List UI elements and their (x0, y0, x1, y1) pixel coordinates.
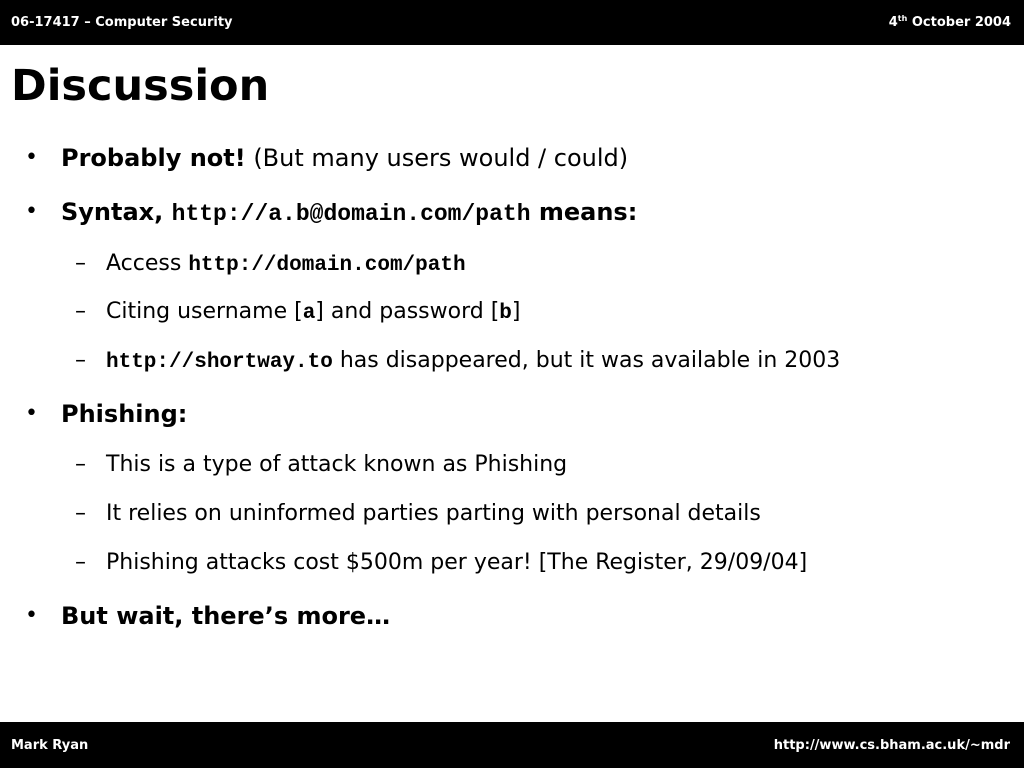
sub-item-access (106, 250, 466, 280)
bullet-glyph: • (25, 145, 38, 170)
date-day: 4 (888, 15, 898, 30)
username-code: a (302, 302, 316, 325)
sub-item-text: Access (106, 251, 189, 276)
sub-item-shortway (106, 347, 840, 377)
bullet-bold-text: Syntax, (61, 198, 172, 226)
url-domain: http://domain.com/path (188, 254, 466, 277)
bullet-glyph: • (25, 401, 38, 426)
url-example: http://a.b@domain.com/path (171, 201, 531, 227)
date-suffix: th (897, 14, 908, 23)
footer-bar (0, 722, 1024, 768)
date-month-year: October 2004 (907, 15, 1011, 30)
bullet-syntax (61, 197, 637, 229)
sub-item-text: ] (511, 299, 521, 324)
course-title: 06-17417 – Computer Security (11, 15, 233, 30)
sub-item-phishing-cost: Phishing attacks cost $500m per year! [The Register, 29/09/04] (106, 550, 808, 575)
dash-glyph: – (75, 251, 86, 276)
slide-date (889, 15, 1011, 30)
author-name: Mark Ryan (11, 738, 89, 753)
dash-glyph: – (75, 501, 86, 526)
dash-glyph: – (75, 348, 86, 373)
bullet-probably-not (61, 143, 628, 173)
slide-title: Discussion (11, 61, 270, 111)
bullet-glyph: • (25, 603, 38, 628)
header-bar (0, 0, 1024, 45)
bullet-phishing: Phishing: (61, 400, 188, 428)
password-code: b (499, 302, 512, 325)
url-shortway: http://shortway.to (106, 351, 333, 374)
bullet-more: But wait, there’s more… (61, 602, 391, 630)
sub-item-text: ] and password [ (315, 299, 500, 324)
dash-glyph: – (75, 452, 86, 477)
sub-item-phishing-relies: It relies on uninformed parties parting with personal details (106, 501, 761, 526)
bullet-normal-text: (But many users would / could) (245, 144, 629, 172)
sub-item-text: has disappeared, but it was available in 2003 (332, 348, 841, 373)
author-url: http://www.cs.bham.ac.uk/~mdr (773, 738, 1010, 753)
dash-glyph: – (75, 299, 86, 324)
sub-item-phishing-type: This is a type of attack known as Phishing (106, 452, 568, 477)
bullet-bold-text: means: (530, 198, 638, 226)
dash-glyph: – (75, 550, 86, 575)
sub-item-text: Citing username [ (106, 299, 303, 324)
sub-item-citing (106, 298, 520, 328)
bullet-glyph: • (25, 199, 38, 224)
bullet-bold-text: Probably not! (61, 144, 246, 172)
